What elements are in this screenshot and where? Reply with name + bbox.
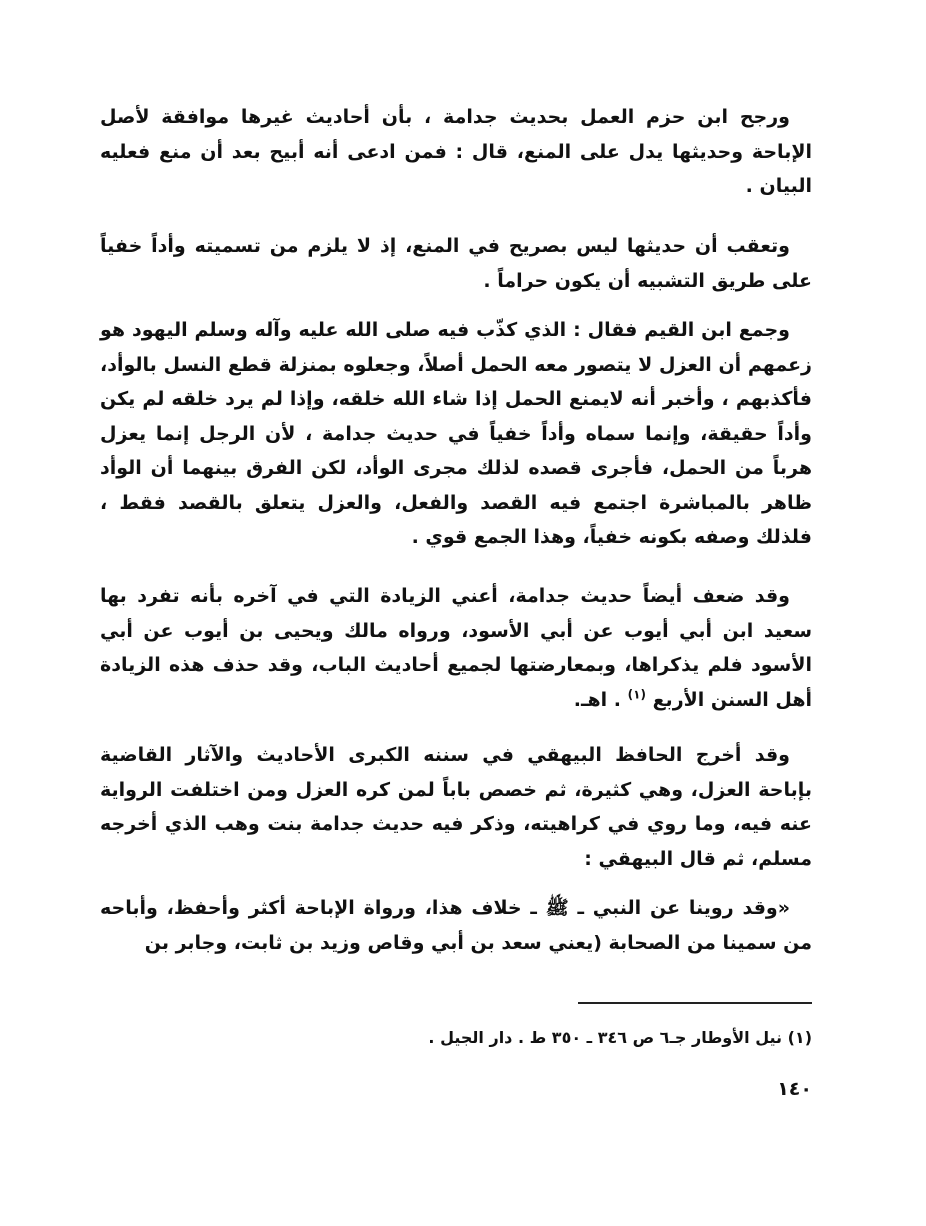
page-number: ١٤٠ <box>777 1078 812 1100</box>
footnote-separator <box>578 1002 812 1004</box>
paragraph-5 <box>100 738 812 876</box>
paragraph-4-text <box>100 579 812 717</box>
paragraph-3-text: وجمع ابن القيم فقال : الذي كذّب فيه صلى الله عليه وآله وسلم اليهود هو زعمهم أن العزل لا يتصور معه الحمل أصلاً، وجعلوه بمنزلة قطع النسل بالوأد، فأكذبهم ، وأخبر أنه لايمنع الحمل إذا شاء الله خلقه، وإذا لم يرد خلقه لم يكن وأداً حقيقة، وإنما سماه وأداً خفياً في حديث جدامة ، لأن الرجل إنما يعزل هرباً من الحمل، فأجرى قصده لذلك مجرى الوأد، لكن الفرق بينهما أن الوأد ظاهر بالمباشرة اجتمع فيه القصد والفعل، والعزل يتعلق بالقصد فقط ، فلذلك وصفه بكونه خفياً، وهذا الجمع قوي . <box>100 319 812 548</box>
footnote: (١) نيل الأوطار جـ٦ ص ٣٤٦ ـ ٣٥٠ ط . دار الجيل . <box>428 1028 812 1047</box>
paragraph-4-tail: . اهـ. <box>573 688 622 711</box>
paragraph-3 <box>100 313 812 555</box>
paragraph-6-text: «وقد روينا عن النبي ـ ﷺ ـ خلاف هذا، ورواة الإباحة أكثر وأحفظ، وأباحه من سمينا من الصحابة (يعني سعد بن أبي وقاص وزيد بن ثابت، وجابر بن <box>100 897 812 954</box>
paragraph-4-body: وقد ضعف أيضاً حديث جدامة، أعني الزيادة التي في آخره بأنه تفرد بها سعيد ابن أبي أيوب عن أبي الأسود، ورواه مالك ويحيى بن أيوب عن أبي الأسود فلم يذكراها، وبمعارضتها لجميع أحاديث الباب، وقد حذف هذه الزيادة أهل السنن الأربع <box>100 585 812 711</box>
paragraph-1 <box>100 100 812 204</box>
paragraph-2 <box>100 229 812 298</box>
footnote-reference: (١) <box>627 687 646 702</box>
paragraph-4 <box>100 579 812 717</box>
paragraph-6 <box>100 891 812 960</box>
paragraph-2-text: وتعقب أن حديثها ليس بصريح في المنع، إذ لا يلزم من تسميته وأداً خفياً على طريق التشبيه أن يكون حراماً . <box>100 235 812 292</box>
paragraph-5-text: وقد أخرج الحافظ البيهقي في سننه الكبرى الأحاديث والآثار القاضية بإباحة العزل، وهي كثيرة، ثم خصص باباً لمن كره العزل ومن اختلفت الرواية عنه فيه، وما روي في كراهيته، وذكر فيه حديث جدامة بنت وهب الذي أخرجه مسلم، ثم قال البيهقي : <box>100 744 812 870</box>
paragraph-1-text: ورجح ابن حزم العمل بحديث جدامة ، بأن أحاديث غيرها موافقة لأصل الإباحة وحديثها يدل على المنع، قال : فمن ادعى أنه أبيح بعد أن منع فعليه البيان . <box>100 106 812 197</box>
